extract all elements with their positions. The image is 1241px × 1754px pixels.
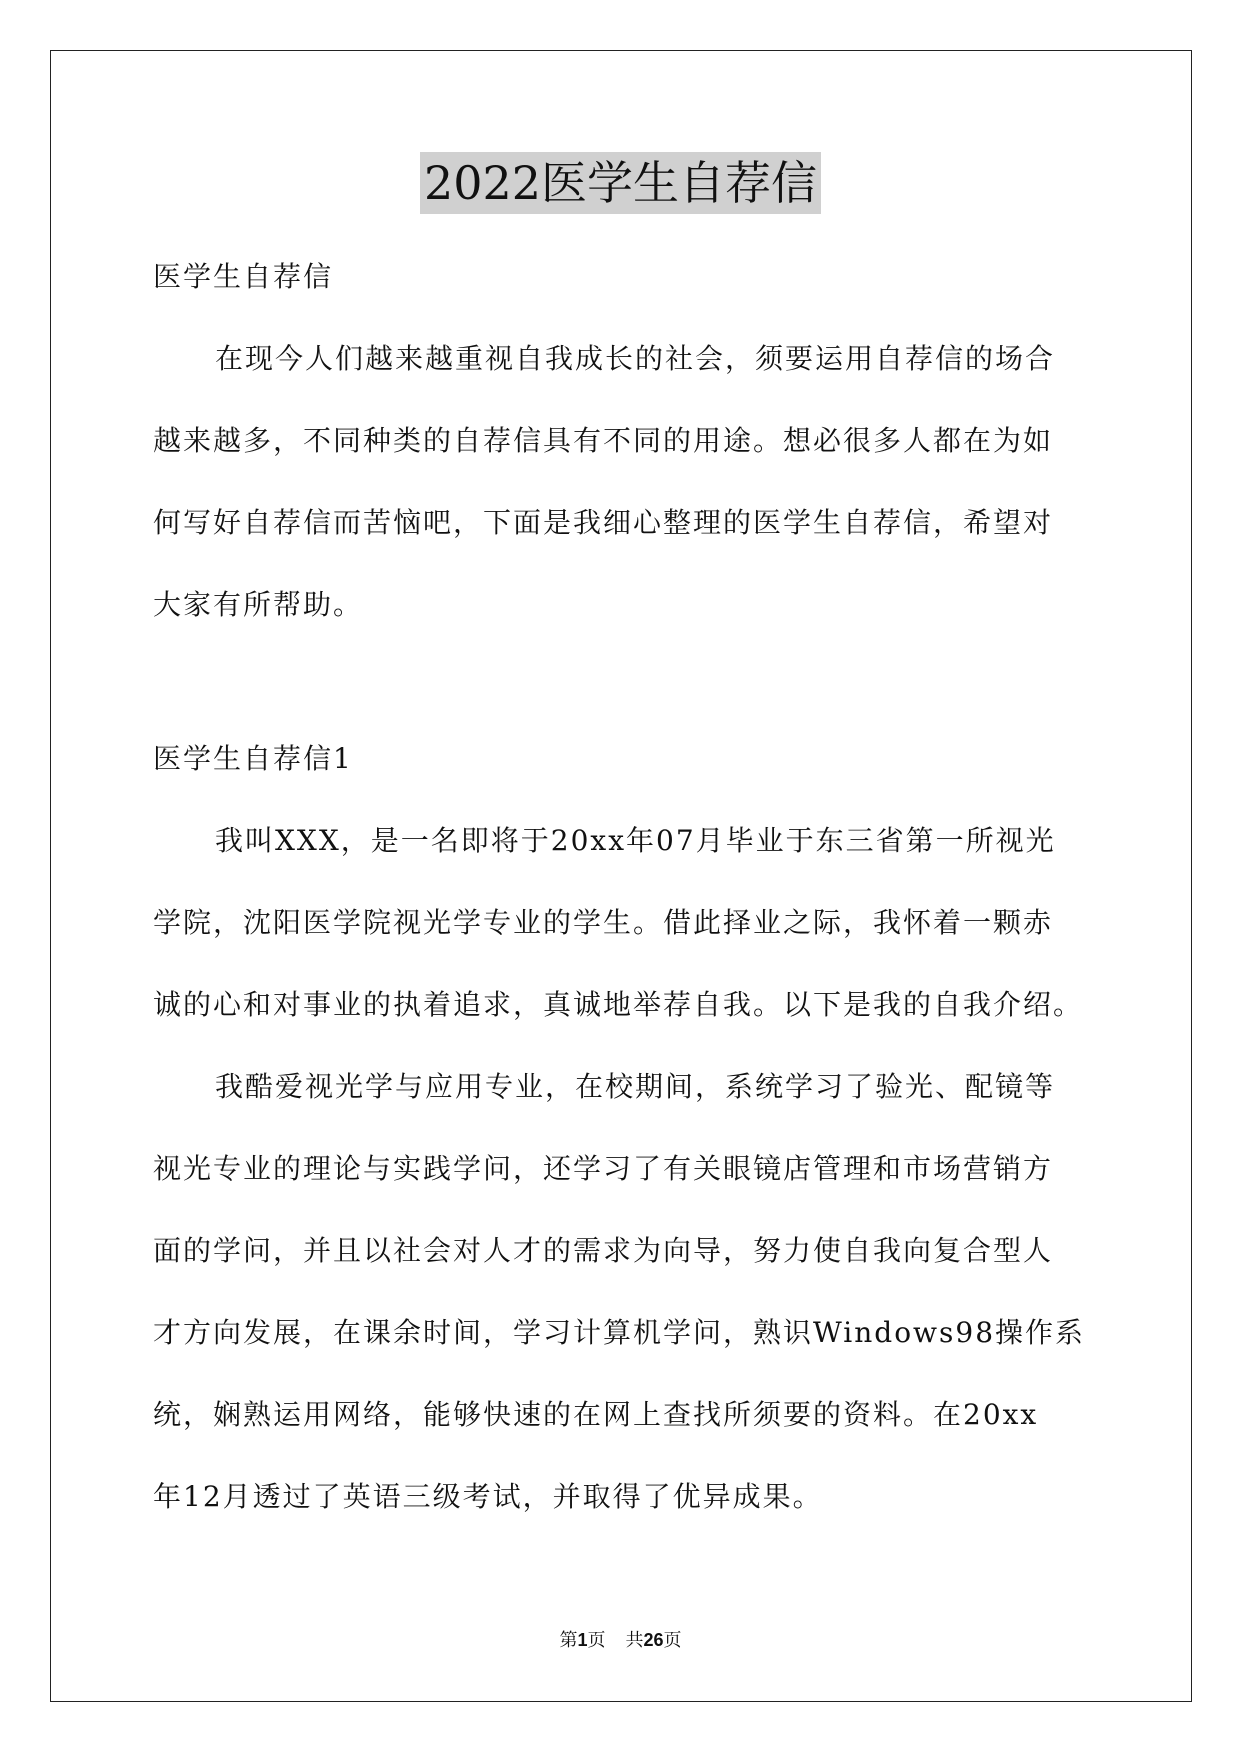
- page-footer: [0, 1628, 1241, 1653]
- total-suffix: 页: [663, 1630, 682, 1651]
- para2-line: 我酷爱视光学与应用专业，在校期间，系统学习了验光、配镜等: [215, 1070, 1056, 1103]
- para2-line: 视光专业的理论与实践学问，还学习了有关眼镜店管理和市场营销方: [153, 1152, 1054, 1185]
- title-wrap: [0, 152, 1241, 214]
- para1-line: 诚的心和对事业的执着追求，真诚地举荐自我。以下是我的自我介绍。: [153, 988, 1084, 1021]
- intro-line: 何写好自荐信而苦恼吧，下面是我细心整理的医学生自荐信，希望对: [153, 506, 1054, 539]
- section-heading: 医学生自荐信1: [153, 742, 353, 775]
- para1-line: 学院，沈阳医学院视光学专业的学生。借此择业之际，我怀着一颗赤: [153, 906, 1054, 939]
- para1-line: 我叫XXX，是一名即将于20xx年07月毕业于东三省第一所视光: [215, 824, 1056, 857]
- intro-line: 大家有所帮助。: [153, 588, 364, 621]
- document-body: [153, 236, 1093, 1538]
- page-prefix: 第: [559, 1630, 578, 1651]
- para2-line: 面的学问，并且以社会对人才的需求为向导，努力使自我向复合型人: [153, 1234, 1054, 1267]
- intro-line: 在现今人们越来越重视自我成长的社会，须要运用自荐信的场合: [215, 342, 1056, 375]
- subtitle: 医学生自荐信: [153, 260, 334, 293]
- para2-line: 年12月透过了英语三级考试，并取得了优异成果。: [153, 1480, 823, 1513]
- page-total: 26: [643, 1630, 664, 1650]
- document-title: 2022医学生自荐信: [420, 152, 821, 214]
- page-suffix: 页: [587, 1630, 606, 1651]
- para2-line: 统，娴熟运用网络，能够快速的在网上查找所须要的资料。在20xx: [153, 1398, 1039, 1431]
- intro-line: 越来越多，不同种类的自荐信具有不同的用途。想必很多人都在为如: [153, 424, 1054, 457]
- page-current: 1: [577, 1630, 588, 1650]
- paragraph-gap: [153, 646, 1093, 718]
- total-prefix: 共: [625, 1630, 644, 1651]
- para2-line: 才方向发展，在课余时间，学习计算机学问，熟识Windows98操作系: [153, 1316, 1086, 1349]
